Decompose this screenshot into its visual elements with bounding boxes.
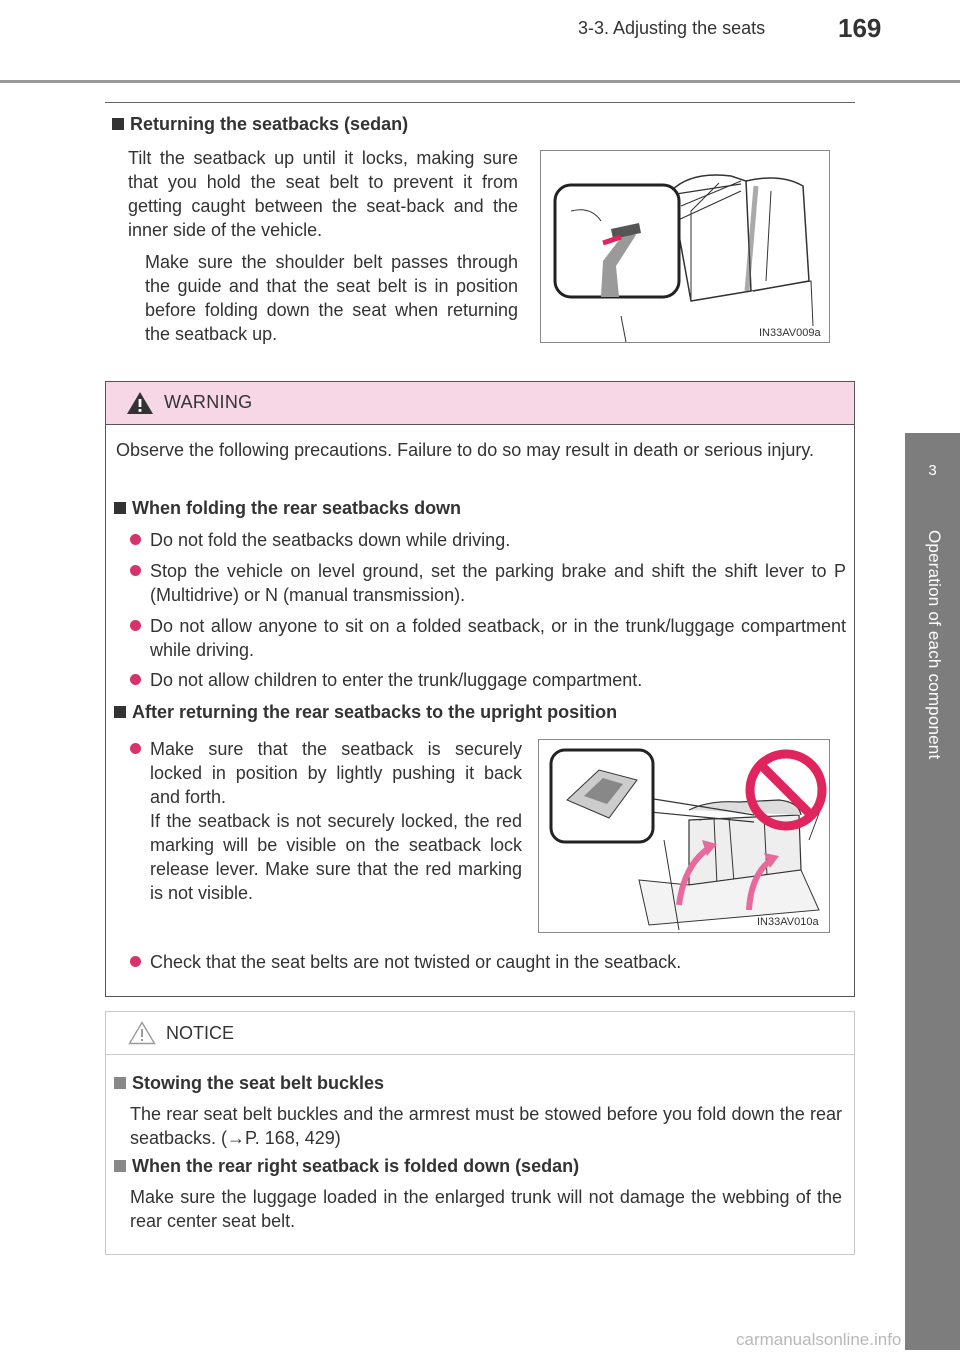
notice-box (105, 1011, 855, 1255)
notice-section2-text: Make sure the luggage loaded in the enlarged trunk will not damage the webbing of the rear center seat belt. (130, 1187, 842, 1231)
bullet-dot-icon (130, 620, 141, 631)
seatback-illustration-icon (541, 151, 829, 342)
warning-box (105, 381, 855, 997)
notice-triangle-icon (128, 1021, 156, 1045)
warning-section2-title: After returning the rear seatbacks to the upright position (114, 702, 617, 723)
seatback-lock-illustration-icon (539, 740, 829, 932)
square-bullet-icon (114, 706, 126, 718)
warning-item: Stop the vehicle on level ground, set the parking brake and shift the shift lever to P (Multidrive) or N (manual transmission). (130, 559, 846, 607)
warning-item: Do not fold the seatbacks down while driving. (130, 528, 846, 552)
warning-item: Do not allow children to enter the trunk/luggage compartment. (130, 668, 846, 692)
returning-note: Make sure the shoulder belt passes through the guide and that the seat belt is in position before folding down the seat when returning the seatback up. (145, 252, 518, 344)
notice-header (106, 1012, 854, 1055)
figure-label: IN33AV010a (757, 916, 819, 928)
warning-intro: Observe the following precautions. Failure to do so may result in death or serious injury. (116, 440, 815, 460)
notice-section1-title: Stowing the seat belt buckles (114, 1073, 384, 1094)
bullet-dot-icon (130, 743, 141, 754)
notice-section2-title: When the rear right seatback is folded down (sedan) (114, 1156, 579, 1177)
square-bullet-icon (114, 502, 126, 514)
seatback-belt-guide-illustration (540, 150, 830, 343)
bullet-dot-icon (130, 565, 141, 576)
warning-label: WARNING (164, 392, 253, 412)
bullet-dot-icon (130, 956, 141, 967)
warning-item: Make sure that the seatback is securely locked in position by lightly pushing it back and forth. If the seatback is not securely locked, the red marking will be visible on the seatback lock release lever. Make sure that the red marking is not visible. (130, 737, 522, 905)
warning-section1-title: When folding the rear seatbacks down (114, 498, 461, 519)
square-bullet-icon (114, 1077, 126, 1089)
square-bullet-icon (114, 1160, 126, 1172)
section-header: 3-3. Adjusting the seats (578, 18, 766, 38)
returning-paragraph: Tilt the seatback up until it locks, making sure that you hold the seat belt to prevent it from getting caught between the seat-back and the inner side of the vehicle. (128, 148, 518, 240)
figure-label: IN33AV009a (759, 327, 821, 339)
warning-header (106, 382, 854, 425)
chapter-number: 3 (928, 462, 937, 479)
bullet-dot-icon (130, 674, 141, 685)
warning-item: Do not allow anyone to sit on a folded seatback, or in the trunk/luggage compartment while driving. (130, 614, 846, 662)
page-number: 169 (838, 13, 882, 43)
warning-triangle-icon (126, 391, 154, 415)
warning-item: Check that the seat belts are not twisted or caught in the seatback. (130, 950, 846, 974)
notice-label: NOTICE (166, 1023, 235, 1043)
bullet-dot-icon (130, 534, 141, 545)
content-top-divider (105, 102, 855, 103)
notice-section1-text: The rear seat belt buckles and the armrest must be stowed before you fold down the rear seatbacks. (→P. 168, 429) (130, 1104, 842, 1148)
watermark: carmanualsonline.info (736, 1330, 902, 1349)
seatback-lock-illustration (538, 739, 830, 933)
returning-section-title: Returning the seatbacks (sedan) (112, 114, 408, 135)
header-divider (0, 80, 960, 83)
chapter-title: Operation of each component (925, 530, 944, 760)
square-bullet-icon (112, 118, 124, 130)
